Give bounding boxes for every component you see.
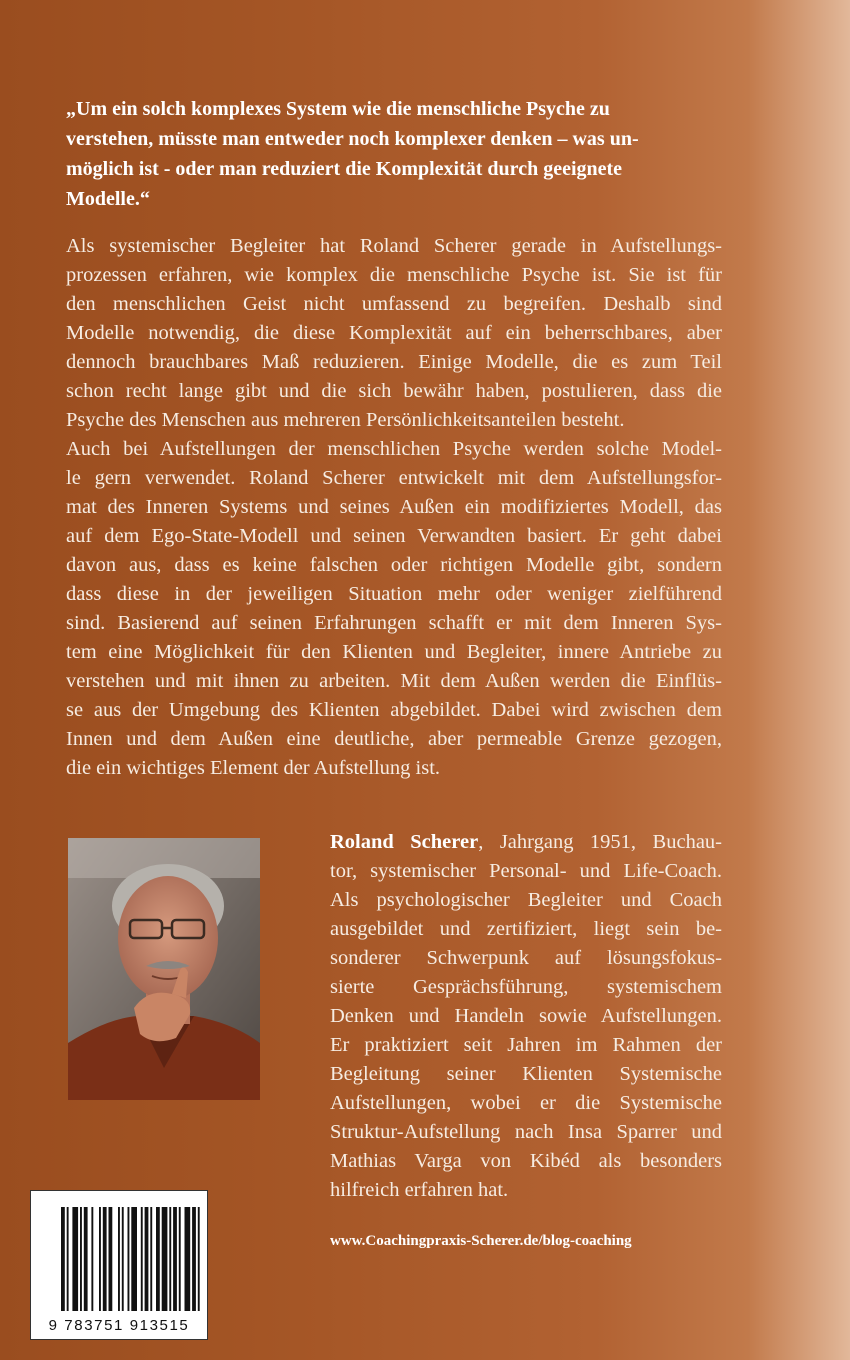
author-photo [68,838,260,1100]
barcode-bar [128,1207,130,1311]
barcode-bar [122,1207,124,1311]
bio-line: Er praktiziert seit Jahren im Rahmen der [330,1034,722,1056]
quote-block [66,94,706,214]
description-line: Psyche des Menschen aus mehreren Persönlichkeitsanteilen besteht. [66,409,625,431]
barcode-bar [150,1207,152,1311]
author-bio [330,828,722,1205]
bio-line: Begleitung seiner Klienten Systemische [330,1063,722,1085]
barcode-bar [99,1207,101,1311]
website-link[interactable]: www.Coachingpraxis-Scherer.de/blog-coaching [330,1233,632,1249]
bio-line: Mathias Varga von Kibéd als besonders [330,1150,722,1172]
description-line: schon recht lange gibt und die sich bewähr haben, postulieren, dass die [66,380,722,402]
description-line: se aus der Umgebung des Klienten abgebildet. Dabei wird zwischen dem [66,699,722,721]
barcode-icon [31,1191,207,1317]
description-line: die ein wichtiges Element der Aufstellung ist. [66,757,441,779]
bio-line: sonderer Schwerpunk auf lösungsfokus- [330,947,722,969]
bio-line: Denken und Handeln sowie Aufstellungen. [330,1005,722,1027]
description-line: Modelle notwendig, die diese Komplexität auf ein beherrschbares, aber [66,322,722,344]
bio-line: Aufstellungen, wobei er die Systemische [330,1092,722,1114]
quote-line: verstehen, müsste man entweder noch komplexer denken – was un- [66,128,639,150]
description-line: Auch bei Aufstellungen der menschlichen Psyche werden solche Model- [66,438,722,460]
description-text [66,232,722,783]
bio-line: Struktur-Aufstellung nach Insa Sparrer und [330,1121,722,1143]
barcode-bar [173,1207,177,1311]
barcode-bar [118,1207,120,1311]
barcode-bar [103,1207,107,1311]
barcode-bar [185,1207,191,1311]
barcode-bar [67,1207,69,1311]
barcode-bar [91,1207,93,1311]
barcode-bar [61,1207,65,1311]
barcode-bar [141,1207,143,1311]
description-line: sind. Basierend auf seinen Erfahrungen schafft er mit dem Inneren Sys- [66,612,722,634]
quote-line: Modelle.“ [66,188,150,210]
description-line: prozessen erfahren, wie komplex die menschliche Psyche ist. Sie ist für [66,264,722,286]
barcode-bar [179,1207,181,1311]
bio-line: sierte Gesprächsführung, systemischem [330,976,722,998]
description-line: Innen und dem Außen eine deutliche, aber permeable Grenze gezogen, [66,728,722,750]
isbn-barcode [30,1190,208,1340]
description-line: dennoch brauchbares Maß reduzieren. Einige Modelle, die es zum Teil [66,351,722,373]
isbn-number: 9 783751 913515 [48,1317,190,1334]
barcode-bar [192,1207,196,1311]
description-line: verstehen und mit ihnen zu arbeiten. Mit dem Außen werden die Einflüs- [66,670,722,692]
barcode-bar [84,1207,88,1311]
barcode-bar [162,1207,168,1311]
author-portrait-icon [68,838,260,1100]
barcode-bar [80,1207,82,1311]
quote-line: möglich ist - oder man reduziert die Komplexität durch geeignete [66,158,623,180]
quote-line: „Um ein solch komplexes System wie die menschliche Psyche zu [66,98,610,120]
bio-line: hilfreich erfahren hat. [330,1179,509,1201]
description-line: auf dem Ego-State-Modell und seinen Verwandten basiert. Er geht dabei [66,525,722,547]
bio-line: ausgebildet und zertifiziert, liegt sein be- [330,918,722,940]
description-line: tem eine Möglichkeit für den Klienten und Begleiter, innere Antriebe zu [66,641,722,663]
description-line: den menschlichen Geist nicht umfassend zu begreifen. Deshalb sind [66,293,722,315]
description-line: le gern verwendet. Roland Scherer entwickelt mit dem Aufstellungsfor- [66,467,722,489]
description-line: dass diese in der jeweiligen Situation mehr oder weniger zielführend [66,583,722,605]
bio-line-rest: , Jahrgang 1951, Buchau- [478,831,722,853]
description-line: mat des Inneren Systems und seines Außen ein modifiziertes Modell, das [66,496,722,518]
bio-line: Als psychologischer Begleiter und Coach [330,889,722,911]
description-line: Als systemischer Begleiter hat Roland Scherer gerade in Aufstellungs- [66,235,722,257]
barcode-bar [198,1207,200,1311]
barcode-bar [156,1207,160,1311]
author-name: Roland Scherer [330,831,479,853]
bio-first-line [330,828,722,857]
barcode-bar [109,1207,113,1311]
barcode-bar [72,1207,78,1311]
barcode-bar [131,1207,137,1311]
description-line: davon aus, dass es keine falschen oder richtigen Modelle gibt, sondern [66,554,722,576]
barcode-bar [169,1207,171,1311]
barcode-bar [145,1207,149,1311]
bio-line: tor, systemischer Personal- und Life-Coach. [330,860,722,882]
